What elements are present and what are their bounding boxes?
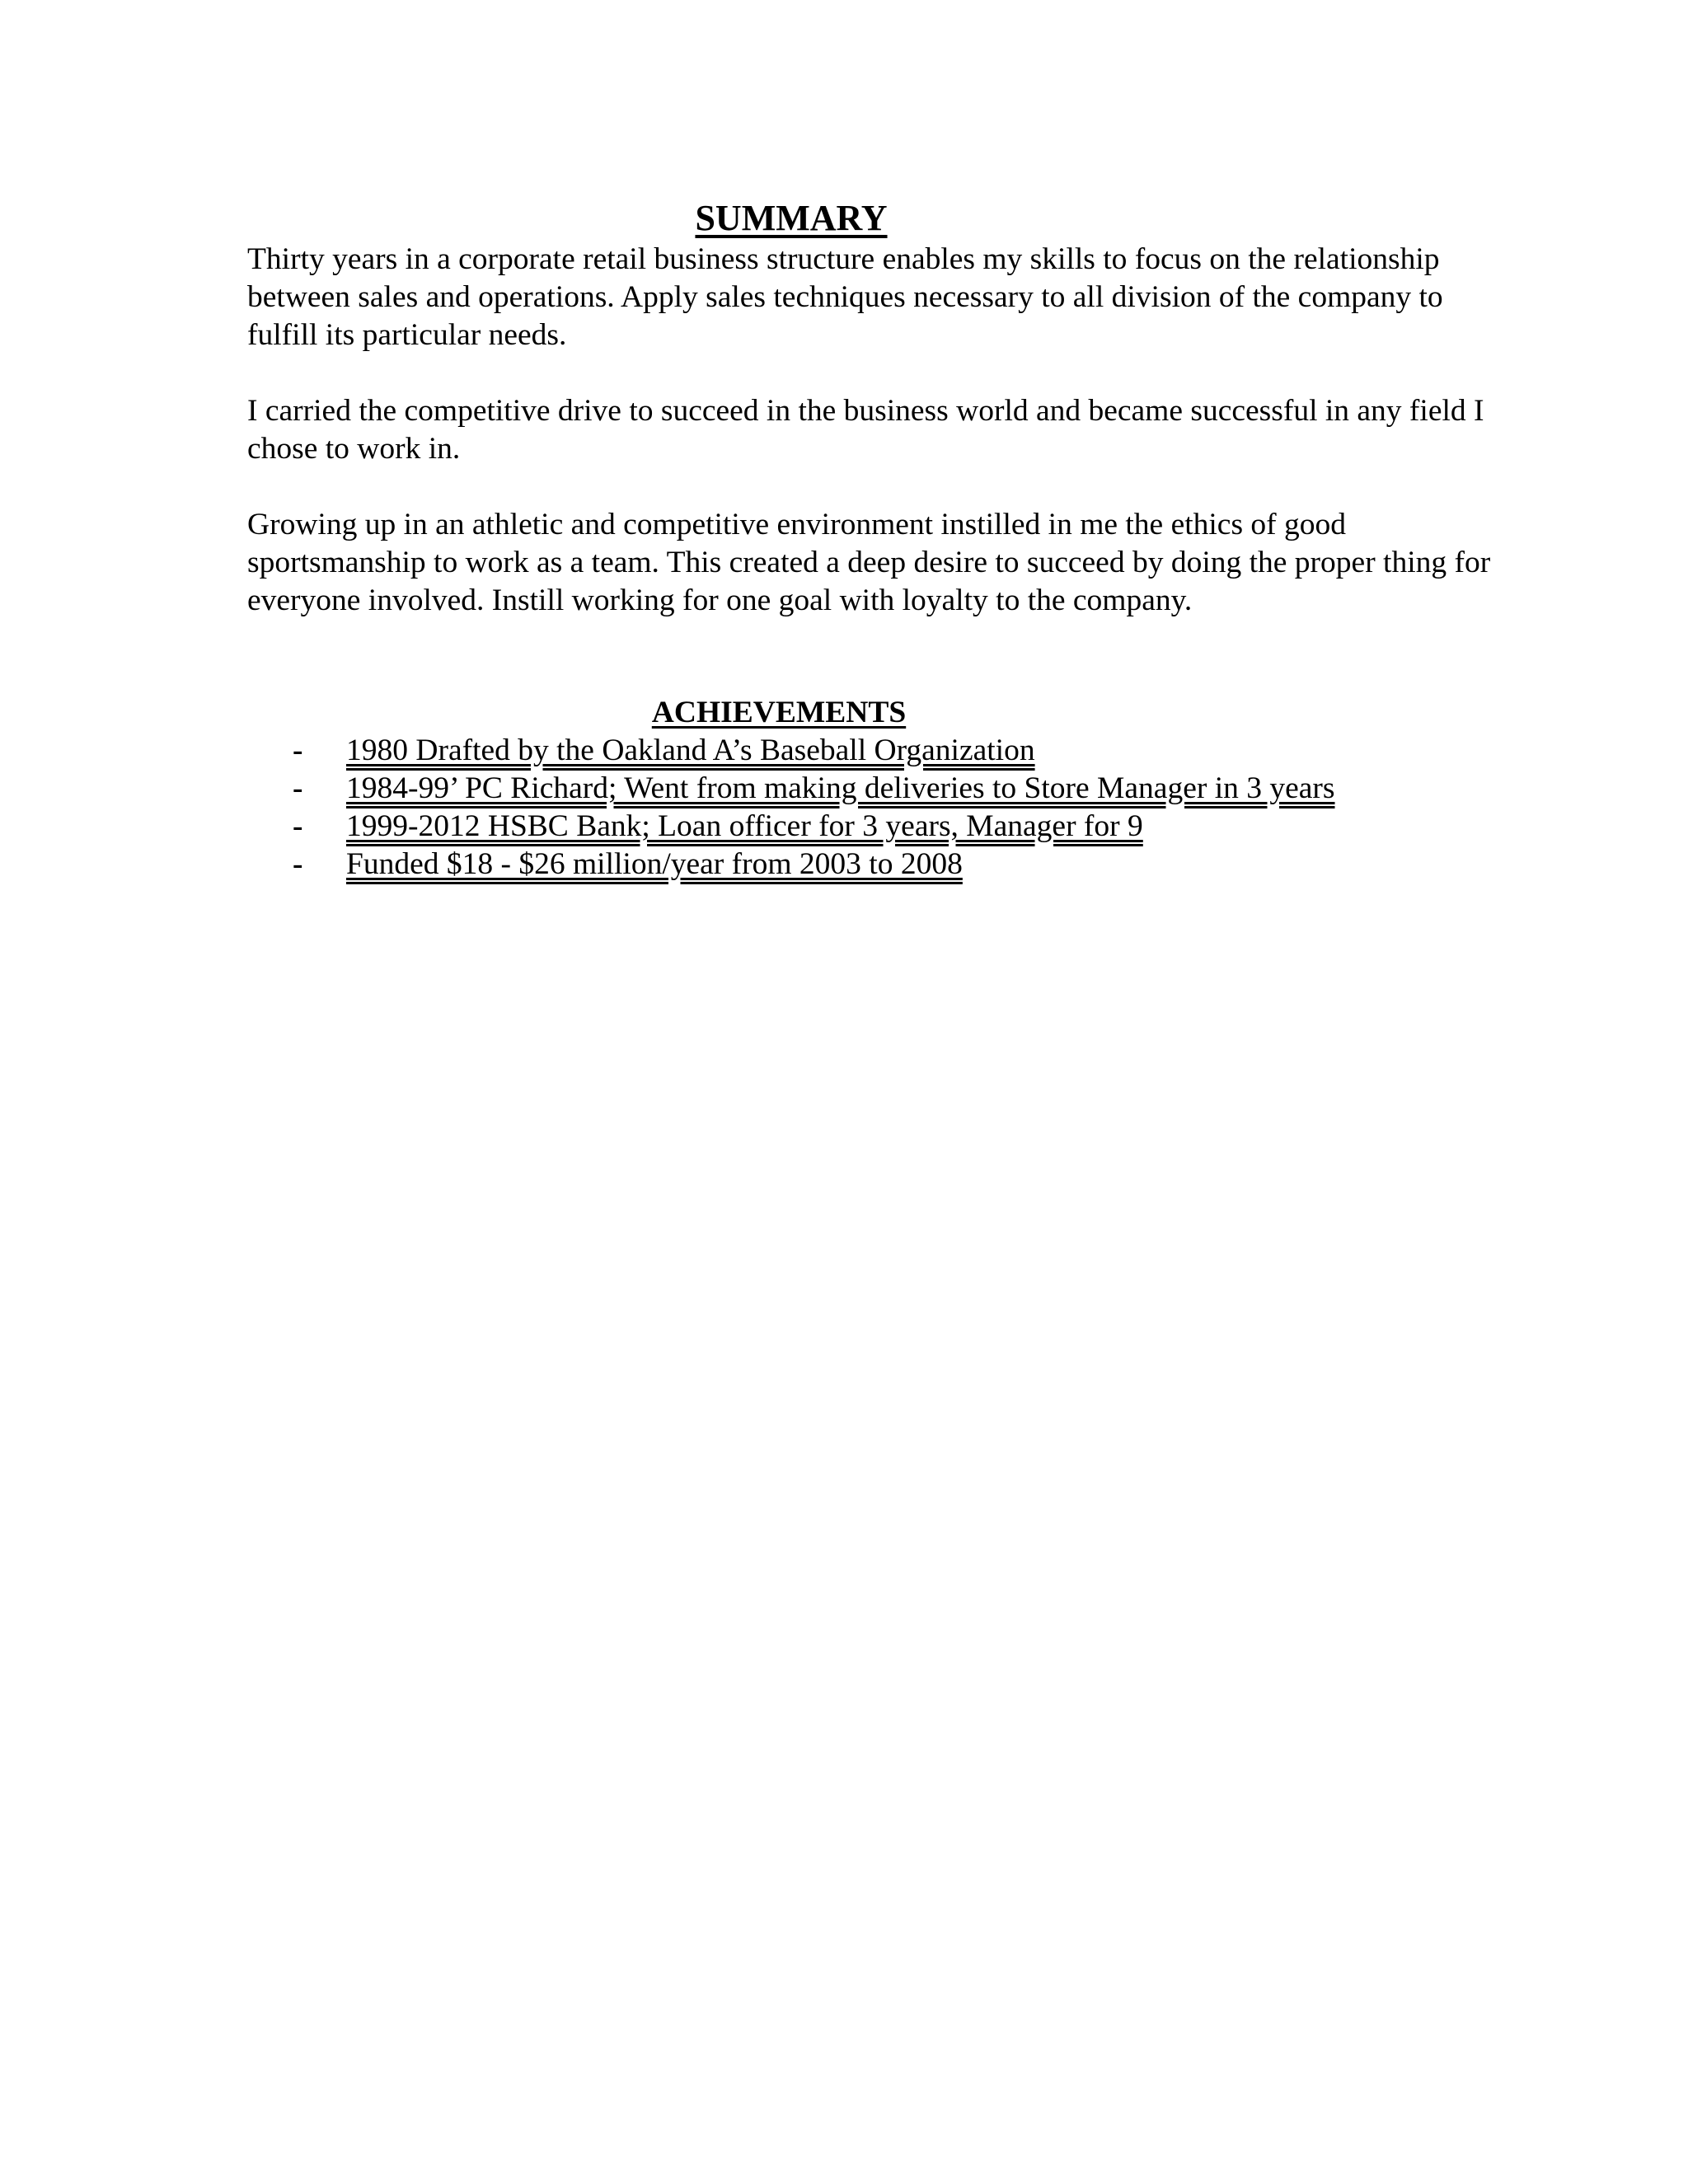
list-item	[293, 846, 1529, 883]
bullet-dash: -	[293, 771, 303, 805]
list-item	[293, 732, 1529, 770]
summary-heading: SUMMARY	[695, 198, 888, 238]
summary-paragraph-2: I carried the competitive drive to succeed in the business world and became successful in any field I chose to work in.	[247, 394, 1484, 466]
bullet-dash: -	[293, 809, 303, 843]
summary-paragraph-1: Thirty years in a corporate retail business structure enables my skills to focus on the relationship between sales and operations. Apply sales techniques necessary to all division of the company to fulfill its particular needs.	[247, 242, 1443, 352]
list-item	[293, 808, 1529, 846]
achievement-text: Funded $18 - $26 million/year from 2003 to 2008	[346, 847, 963, 881]
bullet-dash: -	[293, 847, 303, 881]
achievement-text: 1980 Drafted by the Oakland A’s Baseball Organization	[346, 733, 1035, 767]
summary-body	[247, 241, 1500, 658]
achievement-text: 1984-99’ PC Richard; Went from making deliveries to Store Manager in 3 years	[346, 771, 1335, 805]
bullet-dash: -	[293, 733, 303, 767]
summary-paragraph-3: Growing up in an athletic and competitive environment instilled in me the ethics of good sportsmanship to work as a team. This created a deep desire to succeed by doing the proper thing for everyone involved. Instill working for one goal with loyalty to the company.	[247, 508, 1491, 617]
achievement-text: 1999-2012 HSBC Bank; Loan officer for 3 years, Manager for 9	[346, 809, 1143, 843]
list-item	[293, 770, 1529, 808]
achievements-list	[293, 732, 1529, 883]
achievements-heading: ACHIEVEMENTS	[651, 696, 907, 729]
